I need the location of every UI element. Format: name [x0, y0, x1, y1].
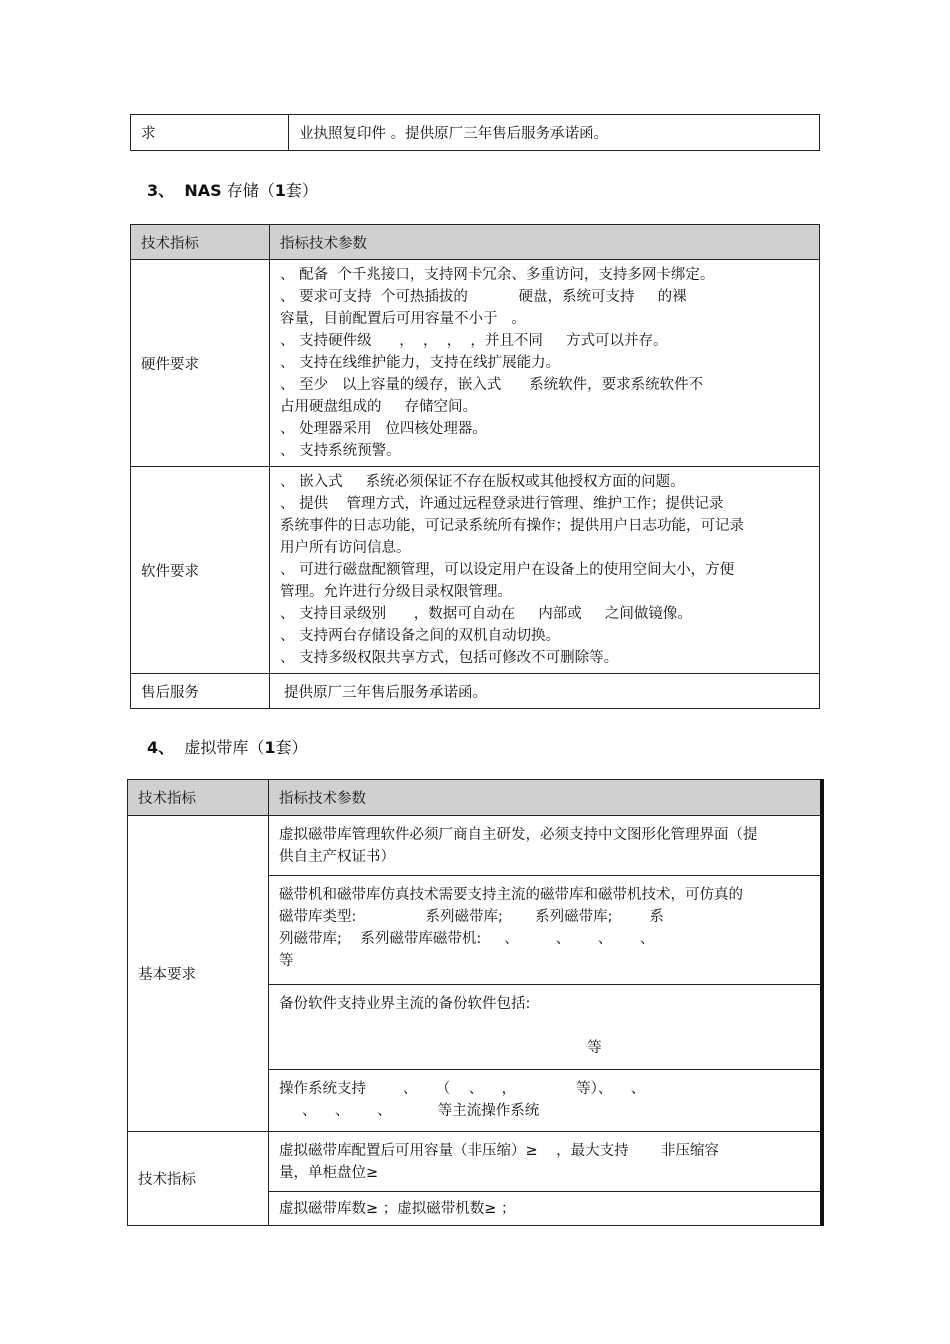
text-line: 量，单柜盘位≥ — [279, 1165, 379, 1181]
hardware-line: 、 至少 以上容量的缓存，嵌入式 系统软件，要求系统软件不 — [280, 377, 704, 393]
text-line — [279, 1015, 810, 1037]
table-continuation — [130, 114, 820, 151]
text-line: 虚拟磁带库管理软件必须厂商自主研发，必须支持中文图形化管理界面（提 — [279, 827, 758, 843]
text-line: 供自主产权证书） — [279, 849, 395, 865]
software-line: 、 支持两台存储设备之间的双机自动切换。 — [280, 628, 561, 644]
service-text: 提供原厂三年售后服务承诺函。 — [270, 674, 820, 709]
nas-spec-table — [130, 224, 820, 709]
qty-suffix: 套） — [275, 738, 308, 757]
text-line: 操作系统支持 、 （ 、 ， 等）、 、 — [279, 1081, 646, 1097]
software-line: 管理。允许进行分级目录权限管理。 — [280, 584, 512, 600]
row-label: 求 — [131, 115, 289, 151]
hardware-params — [270, 260, 820, 467]
hardware-label: 硬件要求 — [131, 260, 270, 467]
text-line: 、 、 、 等主流操作系统 — [279, 1103, 540, 1119]
row-value: 业执照复印件 。提供原厂三年售后服务承诺函。 — [289, 115, 820, 151]
software-label: 软件要求 — [131, 467, 270, 674]
text-line: 磁带机和磁带库仿真技术需要支持主流的磁带库和磁带机技术，可仿真的 — [279, 887, 743, 903]
qty-number: 1 — [274, 181, 286, 200]
section-3-heading — [147, 178, 318, 201]
section-number: 4、 — [147, 738, 175, 757]
hardware-line: 、 支持在线维护能力，支持在线扩展能力。 — [280, 355, 561, 371]
text-line: 虚拟磁带库配置后可用容量（非压缩）≥ ，最大支持 非压缩容 — [279, 1143, 719, 1159]
software-line: 、 支持目录级别 ，数据可自动在 内部或 之间做镜像。 — [280, 606, 692, 622]
software-params — [270, 467, 820, 674]
hardware-line: 、 配备 个千兆接口，支持网卡冗余、多重访问，支持多网卡绑定。 — [280, 267, 715, 283]
tech-label: 技术指标 — [128, 1132, 269, 1226]
section-title: 虚拟带库 — [184, 738, 249, 757]
hardware-line: 、 要求可支持 个可热插拔的 硬盘，系统可支持 的裸 — [280, 289, 687, 305]
section-title-bold: NAS — [184, 181, 222, 200]
text-line: 等 — [279, 953, 294, 969]
qty-prefix: （ — [258, 181, 275, 200]
text-line: 列磁带库; 系列磁带库磁带机: 、 、 、 、 — [279, 931, 655, 947]
hardware-line: 、 支持硬件级 ， ， ， ，并且不同 方式可以并存。 — [280, 333, 668, 349]
vtl-spec-table — [127, 779, 824, 1226]
software-line: 系统事件的日志功能，可记录系统所有操作；提供用户日志功能，可记录 — [280, 518, 744, 534]
header-params: 指标技术参数 — [270, 225, 820, 260]
hardware-line: 、 支持系统预警。 — [280, 443, 401, 459]
text-line: 等 — [587, 1040, 602, 1056]
header-indicator: 技术指标 — [128, 780, 269, 816]
basic-label: 基本要求 — [128, 816, 269, 1132]
hardware-line: 容量，目前配置后可用容量不小于 。 — [280, 311, 526, 327]
software-line: 、 支持多级权限共享方式，包括可修改不可删除等。 — [280, 650, 619, 666]
qty-number: 1 — [264, 738, 276, 757]
text-line: 磁带库类型: 系列磁带库; 系列磁带库; 系 — [279, 909, 664, 925]
basic-item-1 — [269, 816, 823, 876]
header-params: 指标技术参数 — [269, 780, 823, 816]
header-indicator: 技术指标 — [131, 225, 270, 260]
service-label: 售后服务 — [131, 674, 270, 709]
qty-suffix: 套） — [285, 181, 318, 200]
section-title: 存储 — [226, 181, 259, 200]
hardware-line: 占用硬盘组成的 存储空间。 — [280, 399, 478, 415]
hardware-line: 、 处理器采用 位四核处理器。 — [280, 421, 487, 437]
software-line: 、 可进行磁盘配额管理，可以设定用户在设备上的使用空间大小，方便 — [280, 562, 735, 578]
section-4-heading — [147, 735, 308, 758]
text-line: 备份软件支持业界主流的备份软件包括: — [279, 996, 531, 1012]
basic-item-4 — [269, 1070, 823, 1132]
section-number: 3、 — [147, 181, 175, 200]
basic-item-3 — [269, 985, 823, 1070]
basic-item-2 — [269, 876, 823, 985]
qty-prefix: （ — [248, 738, 265, 757]
tech-item-2: 虚拟磁带库数≥ ；虚拟磁带机数≥ ； — [269, 1192, 823, 1226]
software-line: 、 提供 管理方式，许通过远程登录进行管理、维护工作；提供记录 — [280, 496, 724, 512]
software-line: 、 嵌入式 系统必须保证不存在版权或其他授权方面的问题。 — [280, 474, 685, 490]
software-line: 用户所有访问信息。 — [280, 540, 411, 556]
tech-item-1 — [269, 1132, 823, 1192]
